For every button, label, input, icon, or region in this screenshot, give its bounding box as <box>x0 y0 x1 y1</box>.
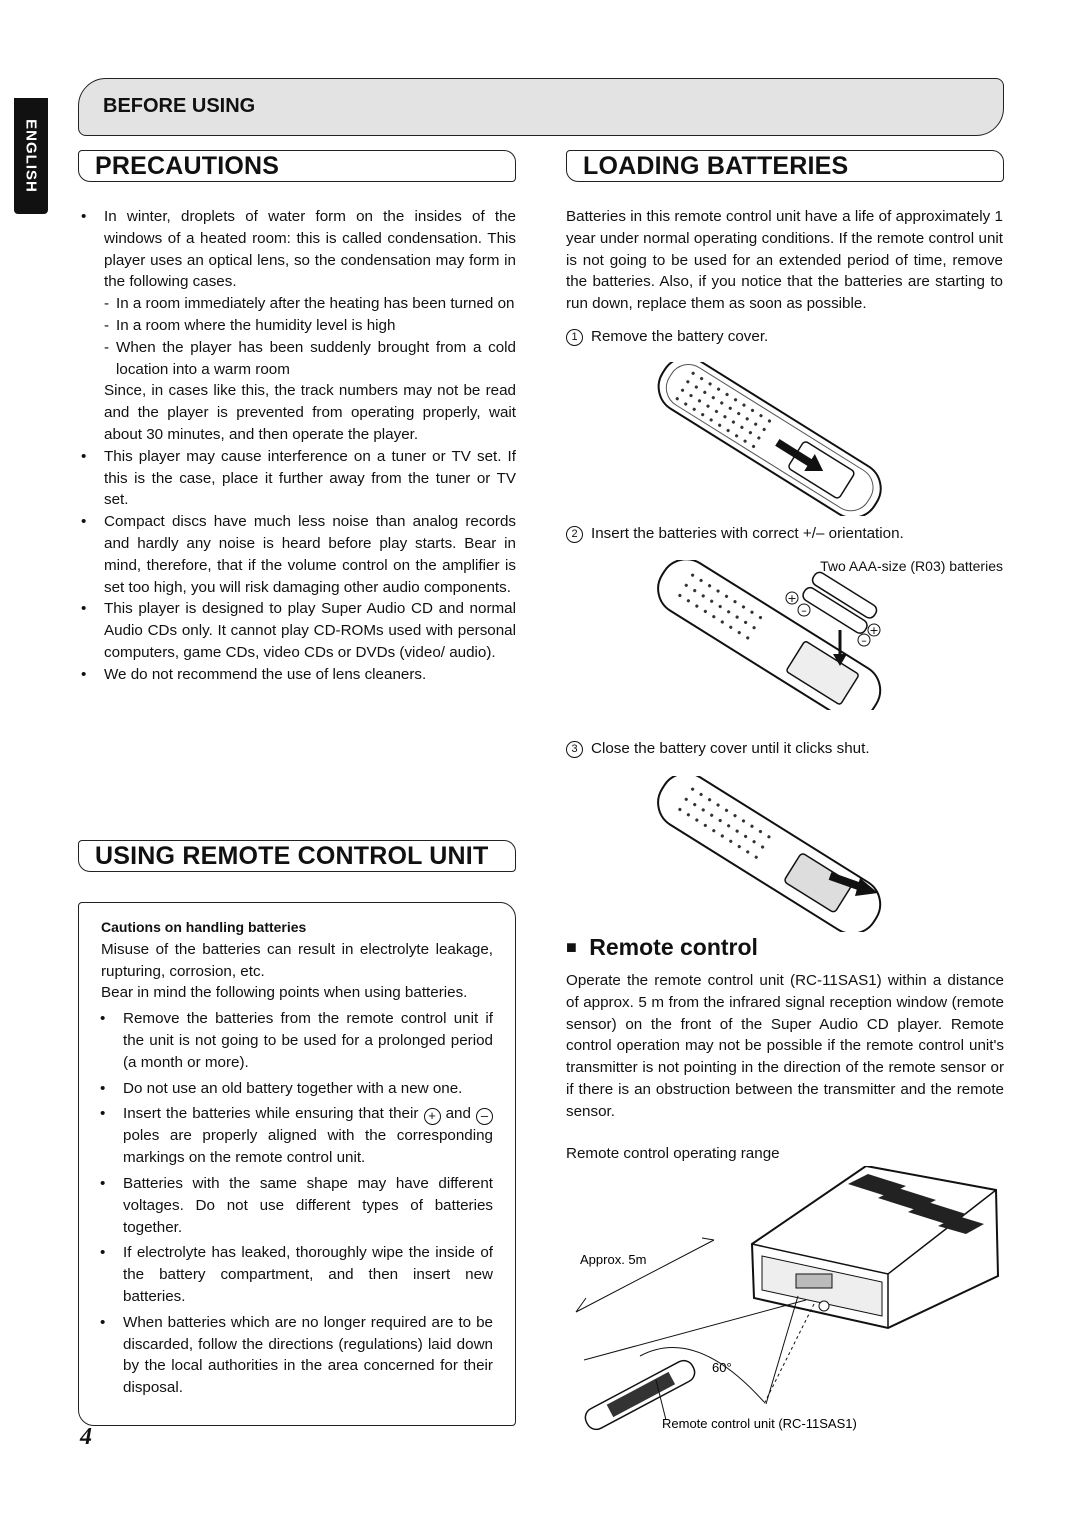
angle-label: 60° <box>712 1360 732 1375</box>
list-item: • If electrolyte has leaked, thoroughly wipe the inside of the battery compartment, and then insert new batteries. <box>97 1242 493 1307</box>
svg-text:–: – <box>801 604 807 617</box>
svg-text:+: + <box>869 624 879 637</box>
square-bullet-icon: ■ <box>566 937 577 957</box>
remote-control-title: Remote control <box>589 934 758 960</box>
range-label: Remote control operating range <box>566 1145 780 1162</box>
box-title: Cautions on handling batteries <box>101 919 307 935</box>
loading-intro: Batteries in this remote control unit have a life of approximately 1 year under normal operating conditions. If the remote control unit is not going to be used for an extended period of time, remove the batteries. Also, if you notice that the batteries are starting to run down, replace them as soon as possible. <box>566 208 1003 313</box>
banner-title: BEFORE USING <box>103 95 256 117</box>
list-item: • Batteries with the same shape may have different voltages. Do not use different types of batteries together. <box>97 1173 493 1238</box>
unit-label: Remote control unit (RC-11SAS1) <box>662 1416 857 1431</box>
step-text: Remove the battery cover. <box>591 328 769 345</box>
list-item: - When the player has been suddenly brought from a cold location into a warm room <box>104 337 516 381</box>
list-item: • This player may cause interference on a tuner or TV set. If this is the case, place it further away from the tuner or TV set. <box>78 446 516 511</box>
operating-range-illustration <box>566 1166 1002 1432</box>
approx-label: Approx. 5m <box>580 1252 647 1267</box>
step-1 <box>566 326 1003 348</box>
step-number: 3 <box>566 741 583 758</box>
language-tab-label: ENGLISH <box>22 119 40 193</box>
precautions-title: PRECAUTIONS <box>95 152 280 180</box>
step-text: Insert the batteries with correct +/– orientation. <box>591 525 904 542</box>
list-item: - In a room immediately after the heating has been turned on <box>104 293 516 315</box>
step-3 <box>566 738 1003 760</box>
loading-header <box>566 150 1004 182</box>
loading-title: LOADING BATTERIES <box>583 152 849 180</box>
battery-cautions-box <box>78 902 516 1426</box>
step-number: 2 <box>566 526 583 543</box>
list-item <box>97 1103 493 1169</box>
list-item: - In a room where the humidity level is high <box>104 315 516 337</box>
precautions-body <box>78 206 516 686</box>
precaution-text: In winter, droplets of water form on the insides of the windows of a heated room: this is called condensation. This player uses an optical lens, so the condensation may form in the following cases. <box>104 208 516 291</box>
cover-closing-illustration <box>650 776 890 932</box>
minus-icon: – <box>476 1108 493 1125</box>
precautions-header <box>78 150 516 182</box>
list-item: • When batteries which are no longer required are to be discarded, follow the directions (regulations) laid down by the local authorities in the area concerned for their disposal. <box>97 1312 493 1399</box>
step-number: 1 <box>566 329 583 346</box>
remote-cover-removal-illustration <box>650 362 890 516</box>
precaution-note: Since, in cases like this, the track numbers may not be read and the player is prevented from operating properly, wait about 30 minutes, and then operate the player. <box>104 382 516 443</box>
page-number: 4 <box>80 1424 92 1450</box>
list-item: • Do not use an old battery together with a new one. <box>97 1078 493 1100</box>
battery-insertion-illustration <box>650 560 890 710</box>
list-item <box>78 206 516 446</box>
list-item: • Compact discs have much less noise than analog records and hardly any noise is heard before play starts. Bear in mind, therefore, that if the volume control on the amplifier is set too high, you will risk damaging other audio components. <box>78 511 516 598</box>
box-paragraph: Bear in mind the following points when using batteries. <box>101 984 468 1002</box>
box-paragraph: Misuse of the batteries can result in electrolyte leakage, rupturing, corrosion, etc. <box>101 940 493 980</box>
svg-text:+: + <box>787 592 797 605</box>
battery-label: Two AAA-size (R03) batteries <box>820 558 1003 574</box>
remote-control-heading <box>566 934 758 961</box>
language-tab <box>14 98 48 214</box>
list-item: • This player is designed to play Super Audio CD and normal Audio CDs only. It cannot play CD-ROMs used with personal computers, game CDs, video CDs or DVDs (video/ audio). <box>78 598 516 663</box>
plus-icon: + <box>424 1108 441 1125</box>
list-item: • Remove the batteries from the remote control unit if the unit is not going to be used for a prolonged period (a month or more). <box>97 1008 493 1073</box>
caution-text: Insert the batteries while ensuring that their <box>123 1105 419 1123</box>
remote-control-text: Operate the remote control unit (RC-11SAS1) within a distance of approx. 5 m from the infrared signal reception window (remote sensor) on the front of the Super Audio CD player. Remote control operation may not be possible if the remote control unit's transmitter is not pointing in the direction of the remote sensor or if there is an obstruction between the transmitter and the remote sensor. <box>566 972 1004 1120</box>
step-2 <box>566 523 1003 545</box>
step-text: Close the battery cover until it clicks shut. <box>591 740 870 757</box>
svg-text:–: – <box>861 634 867 647</box>
caution-text: and <box>445 1105 471 1123</box>
caution-text: poles are properly aligned with the corresponding markings on the remote control unit. <box>123 1127 493 1167</box>
remote-unit-header <box>78 840 516 872</box>
list-item: • We do not recommend the use of lens cleaners. <box>78 664 516 686</box>
remote-unit-title: USING REMOTE CONTROL UNIT <box>95 842 489 870</box>
section-banner <box>78 78 1004 136</box>
